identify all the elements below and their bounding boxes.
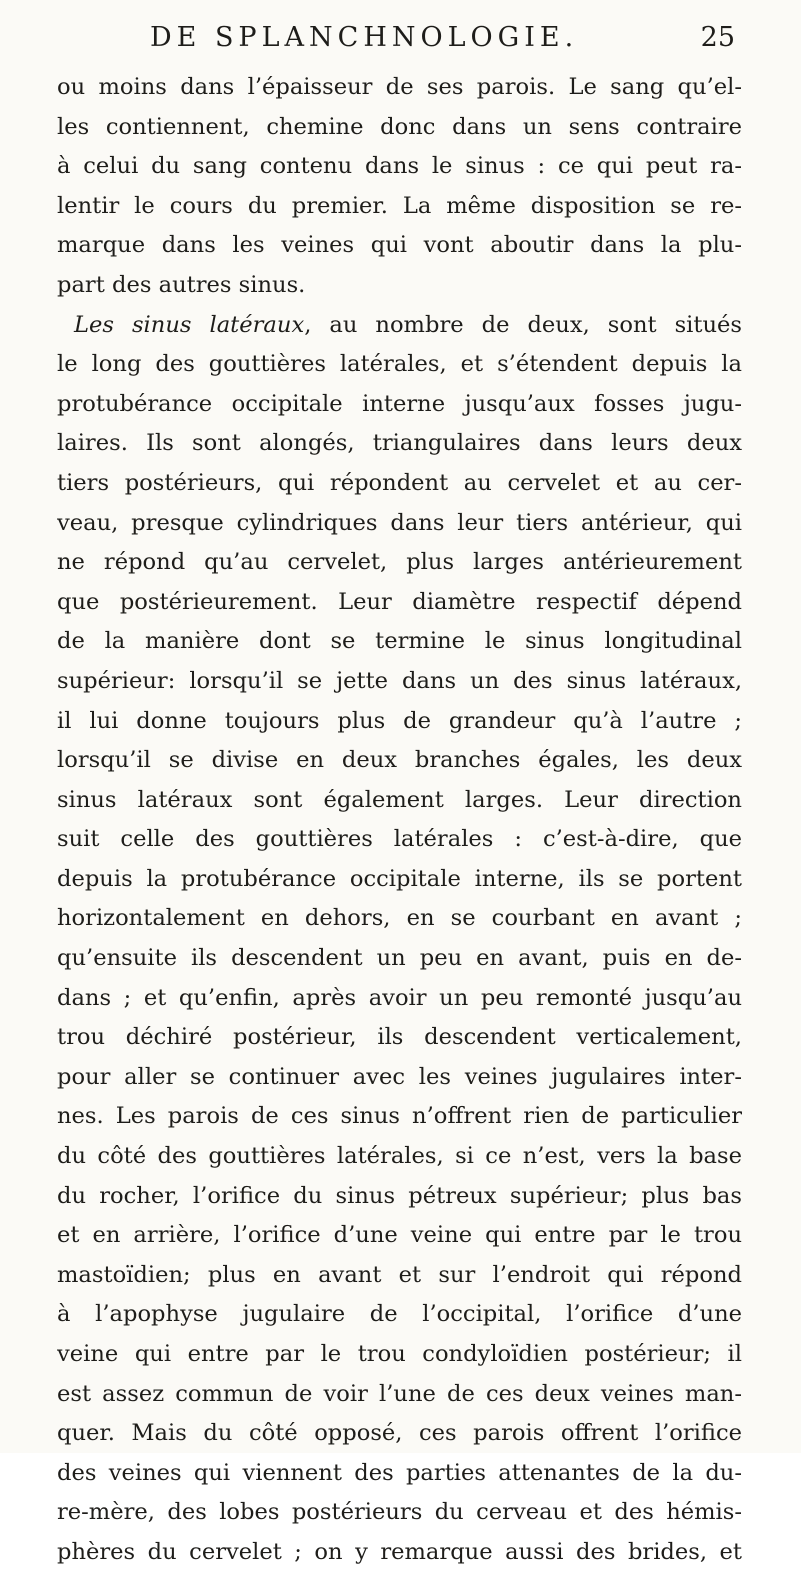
text-line: tiers postérieurs, qui répondent au cervelet et au cer- [57,469,742,496]
text-line: depuis la protubérance occipitale interne, ils se portent [57,865,742,892]
body-text [57,68,742,1573]
text-line: des veines qui viennent des parties attenantes de la du- [57,1459,742,1486]
text-line: marque dans les veines qui vont aboutir dans la plu- [57,232,742,259]
text-line: qu’ensuite ils descendent un peu en avant, puis en de- [57,945,742,972]
text-line-paragraph-start [57,306,742,346]
text-line: du côté des gouttières latérales, si ce n’est, vers la base [57,1143,742,1170]
text-line: suit celle des gouttières latérales : c’est-à-dire, que [57,826,742,853]
text-line: le long des gouttières latérales, et s’étendent depuis la [57,351,742,378]
text-line: phères du cervelet ; on y remarque aussi des brides, et [57,1538,742,1565]
page-header [150,22,735,62]
text-line: quer. Mais du côté opposé, ces parois offrent l’orifice [57,1420,742,1447]
text-line: ou moins dans l’épaisseur de ses parois. Le sang qu’el- [57,74,742,100]
text-line: trou déchiré postérieur, ils descendent verticalement, [57,1024,742,1051]
running-head: DE SPLANCHNOLOGIE. [150,22,579,53]
text-line: à celui du sang contenu dans le sinus : ce qui peut ra- [57,153,742,180]
text-line: est assez commun de voir l’une de ces deux veines man- [57,1380,742,1407]
text-line: et en arrière, l’orifice d’une veine qui entre par le trou [57,1222,742,1249]
text-line: re-mère, des lobes postérieurs du cerveau et des hémis- [57,1499,742,1526]
text-line: protubérance occipitale interne jusqu’aux fosses jugu- [57,390,742,417]
text-line: supérieur: lorsqu’il se jette dans un des sinus latéraux, [57,667,742,694]
text-line: lorsqu’il se divise en deux branches égales, les deux [57,747,742,774]
text-line: ne répond qu’au cervelet, plus larges antérieurement [57,549,742,576]
text-line: horizontalement en dehors, en se courbant en avant ; [57,905,742,932]
text-line: part des autres sinus. [57,271,306,298]
page-number: 25 [700,22,735,53]
text-line: veau, presque cylindriques dans leur tiers antérieur, qui [57,509,742,536]
text-line: il lui donne toujours plus de grandeur qu’à l’autre ; [57,707,742,734]
text-line: du rocher, l’orifice du sinus pétreux supérieur; plus bas [57,1182,742,1209]
text-line: à l’apophyse jugulaire de l’occipital, l’orifice d’une [57,1301,742,1328]
text-line: veine qui entre par le trou condyloïdien postérieur; il [57,1341,742,1367]
text-line: laires. Ils sont alongés, triangulaires dans leurs deux [57,430,742,457]
text-line: nes. Les parois de ces sinus n’offrent rien de particulier [57,1103,742,1130]
text-line: les contiennent, chemine donc dans un sens contraire [57,113,742,140]
italic-heading: Les sinus latéraux [74,311,305,338]
text-line: lentir le cours du premier. La même disposition se re- [57,192,742,219]
text-line-rest: , au nombre de deux, sont situés [304,311,742,338]
text-line: pour aller se continuer avec les veines jugulaires inter- [57,1063,742,1090]
text-line: dans ; et qu’enfin, après avoir un peu remonté jusqu’au [57,984,742,1011]
text-line: que postérieurement. Leur diamètre respectif dépend [57,588,742,615]
text-line: de la manière dont se termine le sinus longitudinal [57,628,742,655]
text-line: sinus latéraux sont également larges. Leur direction [57,786,742,813]
text-line: mastoïdien; plus en avant et sur l’endroit qui répond [57,1261,742,1288]
